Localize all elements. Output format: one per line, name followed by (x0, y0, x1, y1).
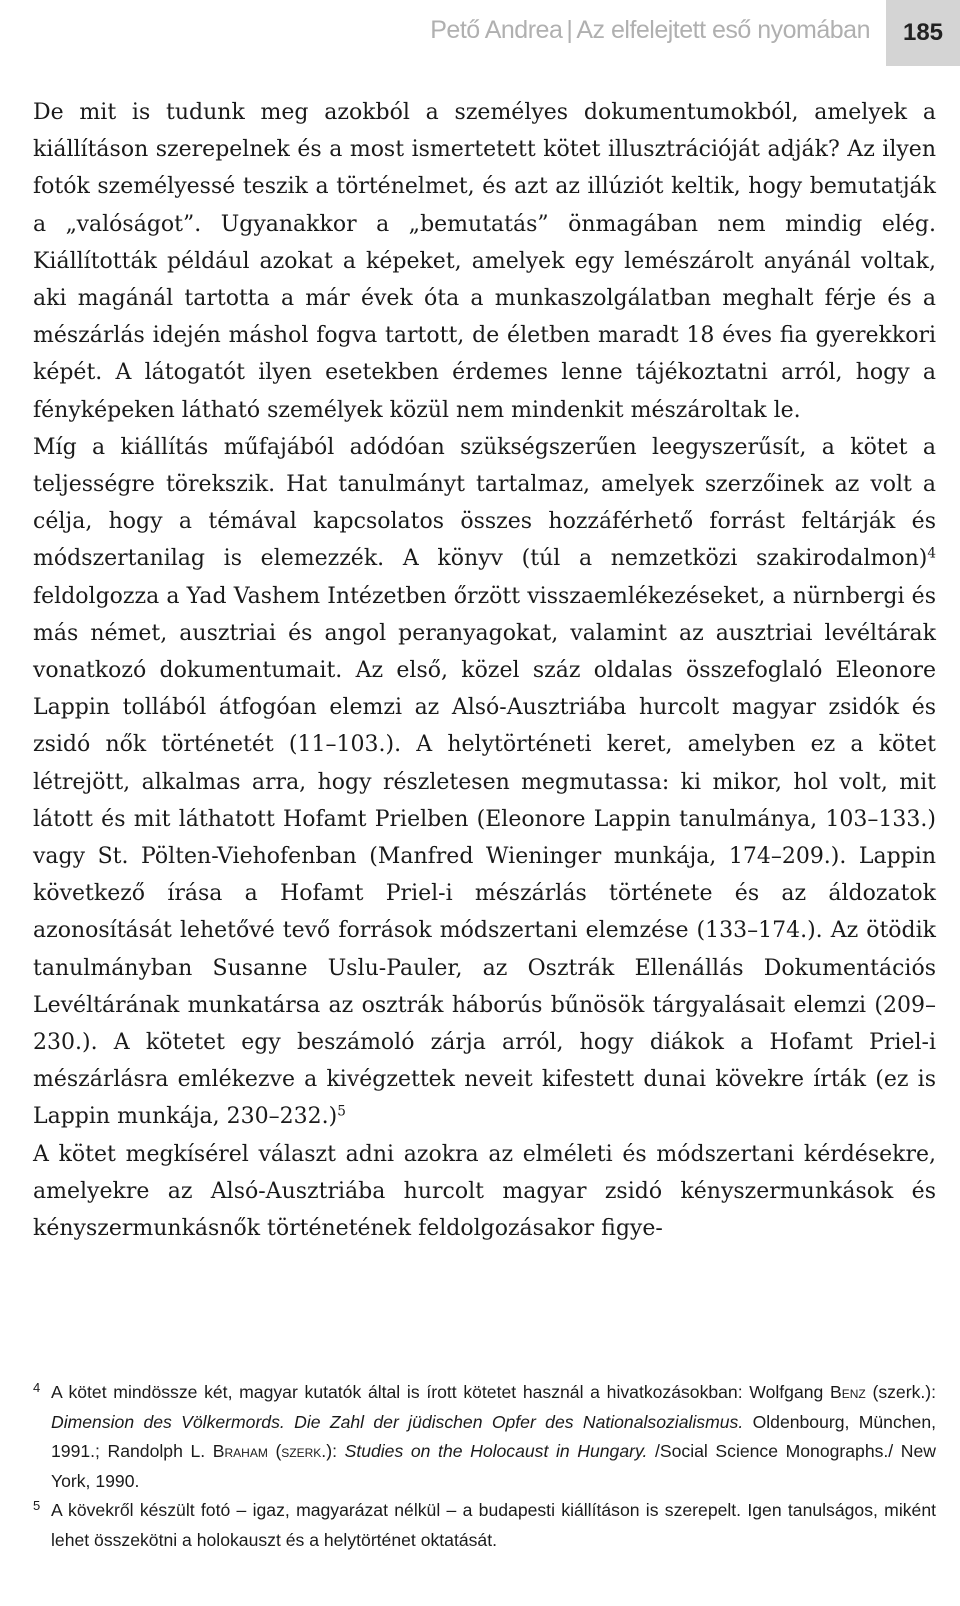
page-header (0, 0, 960, 66)
footnote-4-mark: 4 (33, 1380, 41, 1395)
footnote-4-text-a: A kötet mindössze két, magyar kutatók által is írott kötetet használ a hivatkozásokban: Wolfgang (51, 1382, 831, 1402)
footnote-4-text-c: Oldenbourg, München, 1991.; Randolph L. (51, 1411, 936, 1461)
paragraph-1 (33, 94, 936, 429)
running-head-title: Az elfelejtett eső nyomában (576, 16, 870, 44)
paragraph-2-text-b: feldolgozza a Yad Vashem Intézetben őrzött visszaemlékezéseket, a nürnbergi és más német, ausztriai és angol peranyagokat, valamint az ausztriai levéltárak vonatkozó dokumentumait. Az első, közel száz oldalas összefoglaló Eleonore Lappin tollából átfogóan elemzi az Alsó-Ausztriába hurcolt magyar zsidók és zsidó nők történetét (11–103.). A helytörténeti keret, amelyben ez a kötet létrejött, alkalmas arra, hogy részletesen megmutassa: ki mikor, hol volt, mit látott és mit láthatott Hofamt Prielben (Eleonore Lappin tanulmánya, 103–133.) vagy St. Pölten-Viehofenban (Manfred Wieninger munkája, 174–209.). Lappin következő írása a Hofamt Priel-i mészárlás története és az áldozatok azonosítását lehetővé tevő források módszertani elemzése (133–174.). Az ötödik tanulmányban Susanne Uslu-Pauler, az Osztrák Ellenállás Dokumentációs Levéltárának munkatársa az osztrák háborús bűnösök tárgyalásait elemzi (209–230.). A kötetet egy beszámoló zárja arról, hogy diákok a Hofamt Priel-i mészárlásra emlékezve a kivégzettek neveit kifestett dunai kövekre írták (ez is Lappin munkája, 230–232.) (33, 583, 936, 1130)
page-number: 185 (886, 0, 960, 66)
footnote-4-text-e: /Social Science Monographs./ New York, 1990. (51, 1441, 937, 1491)
footnote-4-szerk: (szerk.) (267, 1441, 333, 1461)
footnote-4-title-1: Dimension des Völkermords. Die Zahl der jüdischen Opfer des Nationalsozialismus. (51, 1411, 744, 1432)
footnotes (33, 1378, 936, 1555)
footnote-4 (33, 1378, 936, 1496)
footnote-ref-4[interactable]: 4 (927, 545, 936, 562)
paragraph-2-text-a: Míg a kiállítás műfajából adódóan szükségszerűen leegyszerűsít, a kötet a teljességre törekszik. Hat tanulmányt tartalmaz, amelyek szerzőinek az volt a célja, hogy a témával kapcsolatos összes hozzáférhető forrást feltárják és módszertanilag is elemezzék. A könyv (túl a nemzetközi szakirodalmon) (33, 434, 936, 572)
footnote-5 (33, 1496, 936, 1555)
footnote-5-mark: 5 (33, 1498, 41, 1513)
footnote-4-text-b: (szerk.): (865, 1382, 937, 1402)
footnote-4-text-d: : (332, 1441, 345, 1461)
footnote-4-title-2: Studies on the Holocaust in Hungary. (344, 1441, 648, 1461)
main-text (33, 94, 936, 1247)
paragraph-1-text: De mit is tudunk meg azokból a személyes dokumentumokból, amelyek a kiállításon szerepelnek és a most ismertetett kötet illusztrációját adják? Az ilyen fotók személyessé teszik a történelmet, és azt az illúziót keltik, hogy bemutatják a „valóságot”. Ugyanakkor a „bemutatás” önmagában nem mindig elég. Kiállították például azokat a képeket, amelyek egy lemészárolt anyánál voltak, aki magánál tartotta a már évek óta a munkaszolgálatban meghalt férje és a mészárlás idején máshol fogva tartott, de életben maradt 18 éves fia gyerekkori képét. A látogatót ilyen esetekben érdemes lenne tájékoztatni arról, hogy a fényképeken látható személyek közül nem mindenkit mészároltak le. (33, 100, 936, 423)
paragraph-3-text: A kötet megkísérel választ adni azokra az elméleti és módszertani kérdésekre, amelyekre az Alsó-Ausztriába hurcolt magyar zsidó kényszermunkások és kényszermunkásnők történetének feldolgozásakor figye- (33, 1141, 936, 1242)
paragraph-2 (33, 429, 936, 1136)
paragraph-3 (33, 1136, 936, 1248)
running-head-author: Pető Andrea (430, 16, 563, 44)
running-head-separator: | (566, 16, 573, 44)
footnote-5-text: A kövekről készült fotó – igaz, magyarázat nélkül – a budapesti kiállításon is szerepelt. Igen tanulságos, miként lehet összekötni a holokauszt és a helytörténet oktatását. (51, 1500, 936, 1550)
footnote-4-author-braham: Braham (212, 1441, 268, 1461)
running-head (430, 16, 870, 45)
footnote-ref-5[interactable]: 5 (337, 1103, 346, 1120)
footnote-4-author-benz: Benz (830, 1382, 866, 1402)
